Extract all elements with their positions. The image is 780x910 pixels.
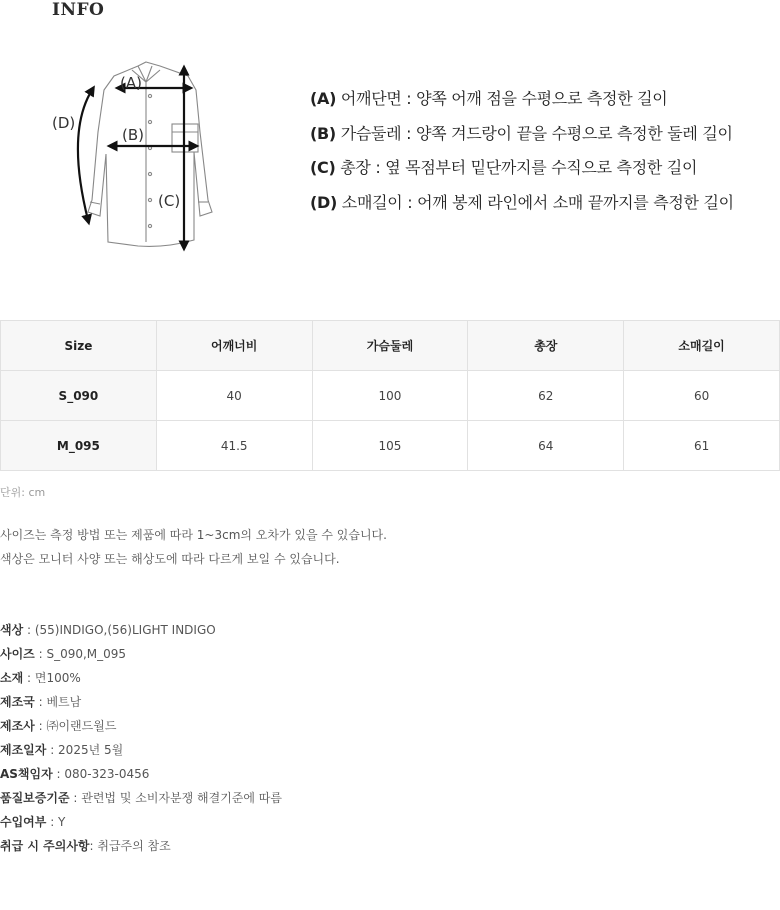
cell: 62 [468, 371, 624, 421]
table-row [1, 371, 780, 421]
cell: 40 [156, 371, 312, 421]
unit-note: 단위: cm [0, 486, 46, 499]
spec-row: 취급 시 주의사항: 취급주의 참조 [0, 839, 171, 853]
header-chest: 가슴둘레 [312, 321, 468, 371]
spec-row: 제조국 : 베트남 [0, 695, 82, 709]
cell: 100 [312, 371, 468, 421]
diagram-label-d: (D) [52, 114, 76, 132]
note-line: 색상은 모니터 사양 또는 해상도에 따라 다르게 보일 수 있습니다. [0, 552, 340, 566]
legend-line-d: (D) 소매길이 : 어깨 봉제 라인에서 소매 끝까지를 측정한 길이 [310, 192, 734, 212]
cell-size: M_095 [1, 421, 157, 471]
shirt-measurement-diagram [48, 52, 248, 262]
spec-row: 사이즈 : S_090,M_095 [0, 647, 127, 661]
legend-line-a: (A) 어깨단면 : 양쪽 어깨 점을 수평으로 측정한 길이 [310, 89, 668, 108]
header-sleeve: 소매길이 [624, 321, 780, 371]
spec-row: 수입여부 : Y [0, 815, 66, 829]
cell: 61 [624, 421, 780, 471]
spec-row: AS책임자 : 080-323-0456 [0, 767, 150, 781]
cell-size: S_090 [1, 371, 157, 421]
spec-row: 품질보증기준 : 관련법 및 소비자분쟁 해결기준에 따름 [0, 791, 282, 805]
diagram-label-a: (A) [120, 74, 142, 92]
cell: 105 [312, 421, 468, 471]
header-length: 총장 [468, 321, 624, 371]
legend-line-b: (B) 가슴둘레 : 양쪽 겨드랑이 끝을 수평으로 측정한 둘레 길이 [310, 123, 733, 143]
cell: 64 [468, 421, 624, 471]
header-size: Size [1, 321, 157, 371]
spec-row: 소재 : 면100% [0, 671, 81, 685]
measurement-legend [310, 86, 734, 224]
product-specs [0, 618, 282, 858]
spec-row: 제조사 : ㈜이랜드월드 [0, 719, 117, 733]
size-table [0, 320, 780, 471]
info-title: INFO [52, 0, 105, 20]
shirt-outline-icon [88, 62, 212, 246]
legend-line-c: (C) 총장 : 옆 목점부터 밑단까지를 수직으로 측정한 길이 [310, 158, 698, 177]
notes [0, 523, 387, 571]
table-row [1, 421, 780, 471]
table-header-row [1, 321, 780, 371]
note-line: 사이즈는 측정 방법 또는 제품에 따라 1~3cm의 오차가 있을 수 있습니다. [0, 528, 387, 542]
header-shoulder: 어깨너비 [156, 321, 312, 371]
diagram-label-b: (B) [122, 126, 144, 144]
diagram-label-c: (C) [158, 192, 181, 210]
cell: 60 [624, 371, 780, 421]
cell: 41.5 [156, 421, 312, 471]
spec-row: 제조일자 : 2025년 5월 [0, 743, 124, 757]
spec-row: 색상 : (55)INDIGO,(56)LIGHT INDIGO [0, 623, 216, 637]
